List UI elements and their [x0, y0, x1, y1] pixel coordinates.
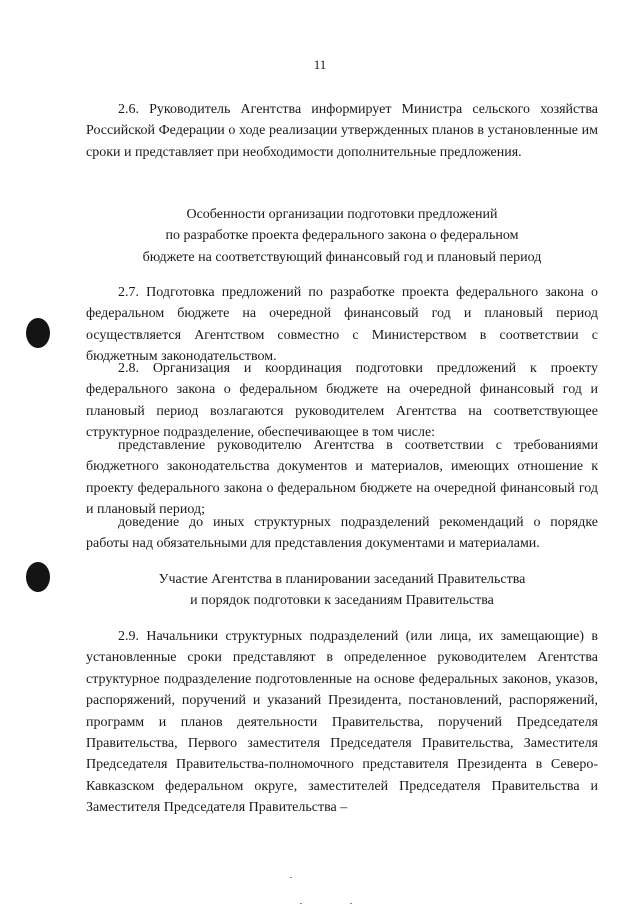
paragraph-2-8-item-submission: представление руководителю Агентства в соответствии с требованиями бюджетного законодательства документов и материалов, имеющих отношение к проекту федерального закона о федеральном бюджете на очередной финансовый год и плановый период;: [86, 438, 598, 518]
heading-line: по разработке проекта федерального закона о федеральном: [165, 228, 519, 244]
heading-line: бюджете на соответствующий финансовый год и плановый период: [142, 249, 542, 265]
section-heading-government-meetings: [86, 569, 598, 612]
punch-hole-mark: [26, 318, 50, 348]
scan-speck: [350, 903, 352, 904]
paragraph-2-7: 2.7. Подготовка предложений по разработке проекта федерального закона о федеральном бюджете на очередной финансовый год и плановый период осуществляется Агентством совместно с Министерством в соответствии с бюджетным законодательством.: [86, 285, 598, 365]
page-number: 11: [313, 57, 327, 72]
scan-speck: [290, 877, 292, 878]
section-heading-budget-proposals: [86, 204, 598, 268]
paragraph-2-8: 2.8. Организация и координация подготовки предложений к проекту федерального закона о федеральном бюджете на очередной финансовый год и плановый период возлагаются руководителем Агентства на соответствующее структурное подразделение, обеспечивающее в том числе:: [86, 361, 598, 441]
paragraph-2-6: 2.6. Руководитель Агентства информирует Министра сельского хозяйства Российской Федерации о ходе реализации утвержденных планов в установленные им сроки и представляет при необходимости дополнительные предложения.: [86, 102, 598, 160]
punch-hole-mark: [26, 562, 50, 592]
paragraph-2-9: 2.9. Начальники структурных подразделений (или лица, их замещающие) в установленные сроки представляют в определенное руководителем Агентства структурное подразделение подготовленные на основе федеральных законов, указов, распоряжений, поручений и указаний Президента, постановлений, распоряжений, программ и планов деятельности Правительства, поручений Председателя Правительства, Первого заместителя Председателя Правительства, Заместителя Председателя Правительства-полномочного представителя Президента в Северо-Кавказском федеральном округе, заместителей Председателя Правительства и Заместителя Председателя Правительства –: [86, 629, 598, 816]
scan-speck: [300, 903, 302, 904]
heading-line: Особенности организации подготовки предложений: [186, 207, 498, 222]
heading-line: Участие Агентства в планировании заседаний Правительства: [158, 572, 526, 587]
paragraph-2-8-item-recommendations: доведение до иных структурных подразделений рекомендаций о порядке работы над обязательными для представления документами и материалами.: [86, 515, 598, 552]
heading-line: и порядок подготовки к заседаниям Правительства: [190, 593, 494, 609]
